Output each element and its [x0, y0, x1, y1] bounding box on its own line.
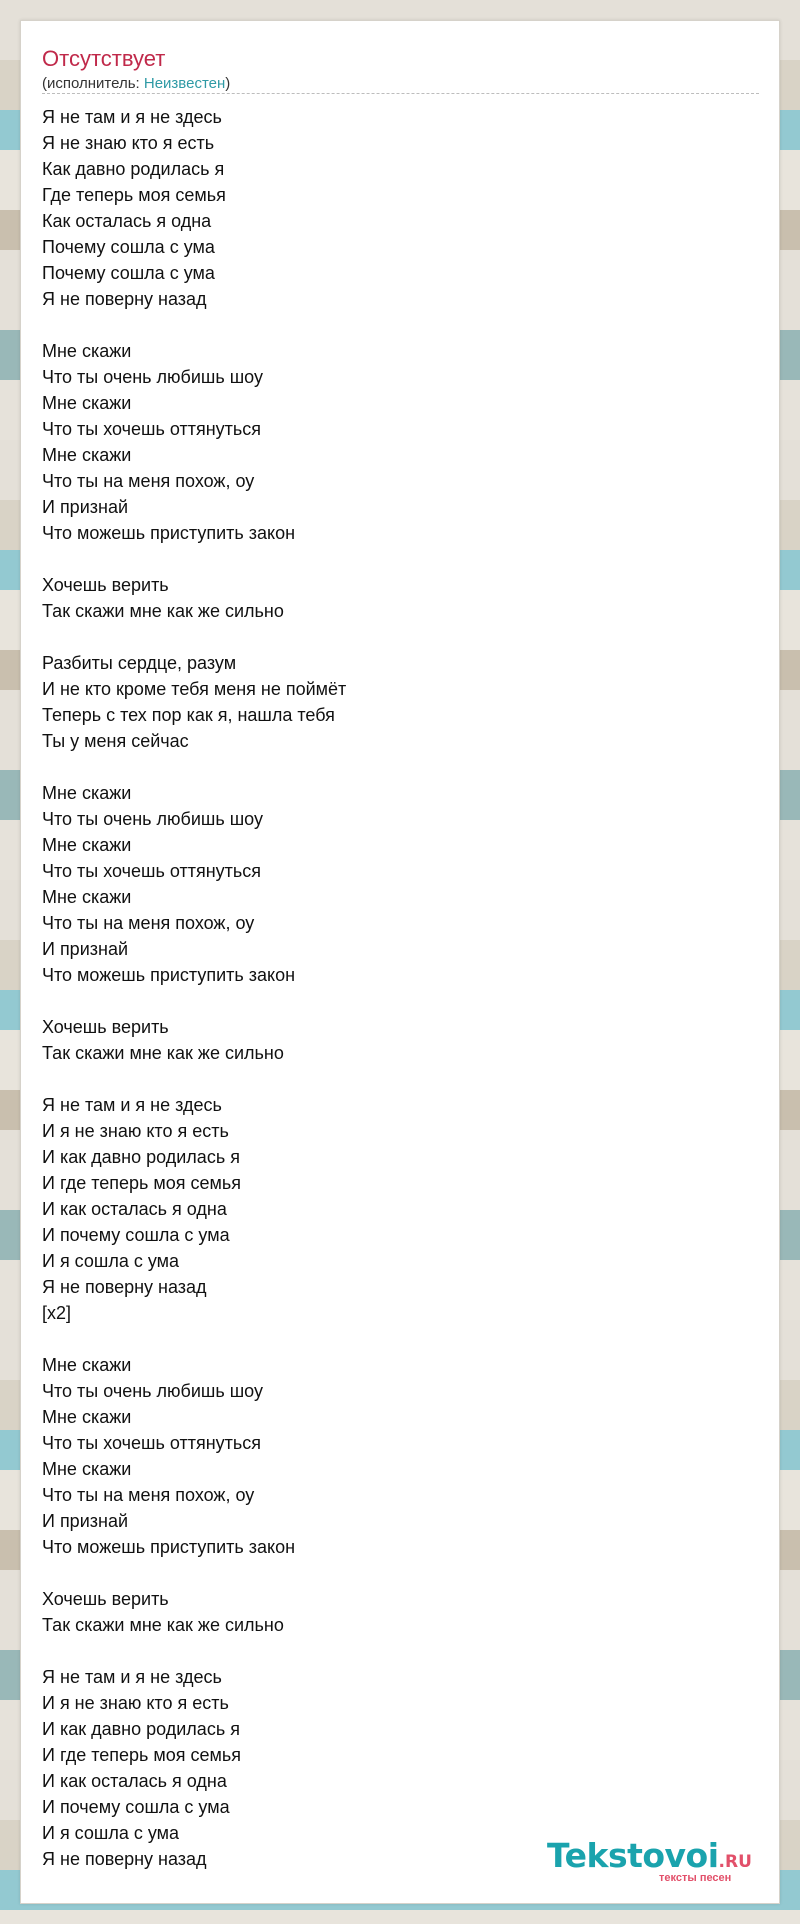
lyric-line — [42, 1066, 346, 1092]
lyric-line: Мне скажи — [42, 835, 132, 855]
lyric-line: Ты у меня сейчас — [42, 731, 189, 751]
lyric-line: И где теперь моя семья — [42, 1745, 242, 1765]
artist-line — [42, 74, 230, 94]
lyric-line: Так скажи мне как же сильно — [42, 1615, 284, 1635]
lyric-line: Как давно родилась я — [42, 159, 225, 179]
lyric-line: И я не знаю кто я есть — [42, 1693, 229, 1713]
lyric-line: Что ты очень любишь шоу — [42, 809, 263, 829]
lyric-line: Что можешь приступить закон — [42, 523, 296, 543]
lyric-line: И я сошла с ума — [42, 1823, 180, 1843]
lyric-line — [42, 1560, 346, 1586]
lyric-line — [42, 312, 346, 338]
lyric-line: И почему сошла с ума — [42, 1225, 230, 1245]
lyric-line: Хочешь верить — [42, 1017, 169, 1037]
lyric-line: Теперь с тех пор как я, нашла тебя — [42, 705, 335, 725]
lyric-line: Что можешь приступить закон — [42, 965, 296, 985]
lyric-line: И как давно родилась я — [42, 1719, 240, 1739]
lyric-line: Я не там и я не здесь — [42, 1095, 222, 1115]
lyric-line: Мне скажи — [42, 887, 132, 907]
artist-link[interactable]: Неизвестен — [143, 75, 226, 92]
artist-prefix: (исполнитель: — [42, 75, 144, 92]
lyric-line: И я не знаю кто я есть — [42, 1121, 229, 1141]
lyric-line: Что ты на меня похож, оу — [42, 471, 255, 491]
lyric-line: Что ты хочешь оттянуться — [42, 861, 262, 881]
lyric-line: Что ты хочешь оттянуться — [42, 419, 262, 439]
lyric-line: Хочешь верить — [42, 1589, 169, 1609]
lyric-line: Что ты очень любишь шоу — [42, 367, 263, 387]
lyric-line: Что ты на меня похож, оу — [42, 913, 255, 933]
lyric-line: Мне скажи — [42, 393, 132, 413]
lyric-line: Так скажи мне как же сильно — [42, 1043, 284, 1063]
lyric-line: Почему сошла с ума — [42, 263, 215, 283]
lyric-line: Я не знаю кто я есть — [42, 133, 215, 153]
logo-wordmark — [547, 1838, 767, 1880]
artist-suffix: ) — [225, 75, 231, 92]
lyric-line — [42, 1638, 346, 1664]
lyric-line: И не кто кроме тебя меня не поймёт — [42, 679, 347, 699]
lyric-line: Что ты очень любишь шоу — [42, 1381, 263, 1401]
lyric-line: Что ты хочешь оттянуться — [42, 1433, 262, 1453]
logo-name: Tekstovoi — [547, 1836, 719, 1875]
lyric-line: Я не там и я не здесь — [42, 107, 222, 127]
lyric-line — [42, 1326, 346, 1352]
lyric-line: И признай — [42, 497, 129, 517]
lyric-line: И как осталась я одна — [42, 1199, 227, 1219]
logo-tld: .RU — [718, 1852, 752, 1872]
lyric-line — [42, 754, 346, 780]
lyric-line: И признай — [42, 1511, 129, 1531]
lyric-line: [x2] — [42, 1303, 72, 1323]
lyric-line: Где теперь моя семья — [42, 185, 226, 205]
lyrics-card — [20, 20, 780, 1904]
lyric-line: Как осталась я одна — [42, 211, 212, 231]
lyric-line: Так скажи мне как же сильно — [42, 601, 284, 621]
lyric-line: И как давно родилась я — [42, 1147, 240, 1167]
lyric-line — [42, 546, 346, 572]
lyric-line: Мне скажи — [42, 1407, 132, 1427]
lyric-line: И где теперь моя семья — [42, 1173, 242, 1193]
logo-tagline: тексты песен — [659, 1872, 732, 1884]
song-title: Отсутствует — [42, 46, 166, 71]
lyric-line: Почему сошла с ума — [42, 237, 215, 257]
lyrics-text — [42, 104, 346, 1872]
lyric-line: Мне скажи — [42, 1459, 132, 1479]
lyric-line: И я сошла с ума — [42, 1251, 180, 1271]
lyric-line: Я не там и я не здесь — [42, 1667, 222, 1687]
lyric-line — [42, 988, 346, 1014]
lyric-line — [42, 624, 346, 650]
title-divider — [42, 93, 759, 94]
lyric-line: Разбиты сердце, разум — [42, 653, 237, 673]
lyric-line: Что ты на меня похож, оу — [42, 1485, 255, 1505]
lyric-line: Мне скажи — [42, 783, 132, 803]
lyric-line: Мне скажи — [42, 445, 132, 465]
lyric-line: Я не поверну назад — [42, 1849, 207, 1869]
lyric-line: Что можешь приступить закон — [42, 1537, 296, 1557]
lyric-line: Хочешь верить — [42, 575, 169, 595]
lyric-line: Мне скажи — [42, 1355, 132, 1375]
lyric-line: И почему сошла с ума — [42, 1797, 230, 1817]
lyric-line: Я не поверну назад — [42, 1277, 207, 1297]
lyric-line: И признай — [42, 939, 129, 959]
lyric-line: Мне скажи — [42, 341, 132, 361]
lyric-line: Я не поверну назад — [42, 289, 207, 309]
site-logo[interactable] — [547, 1838, 767, 1888]
lyric-line: И как осталась я одна — [42, 1771, 227, 1791]
